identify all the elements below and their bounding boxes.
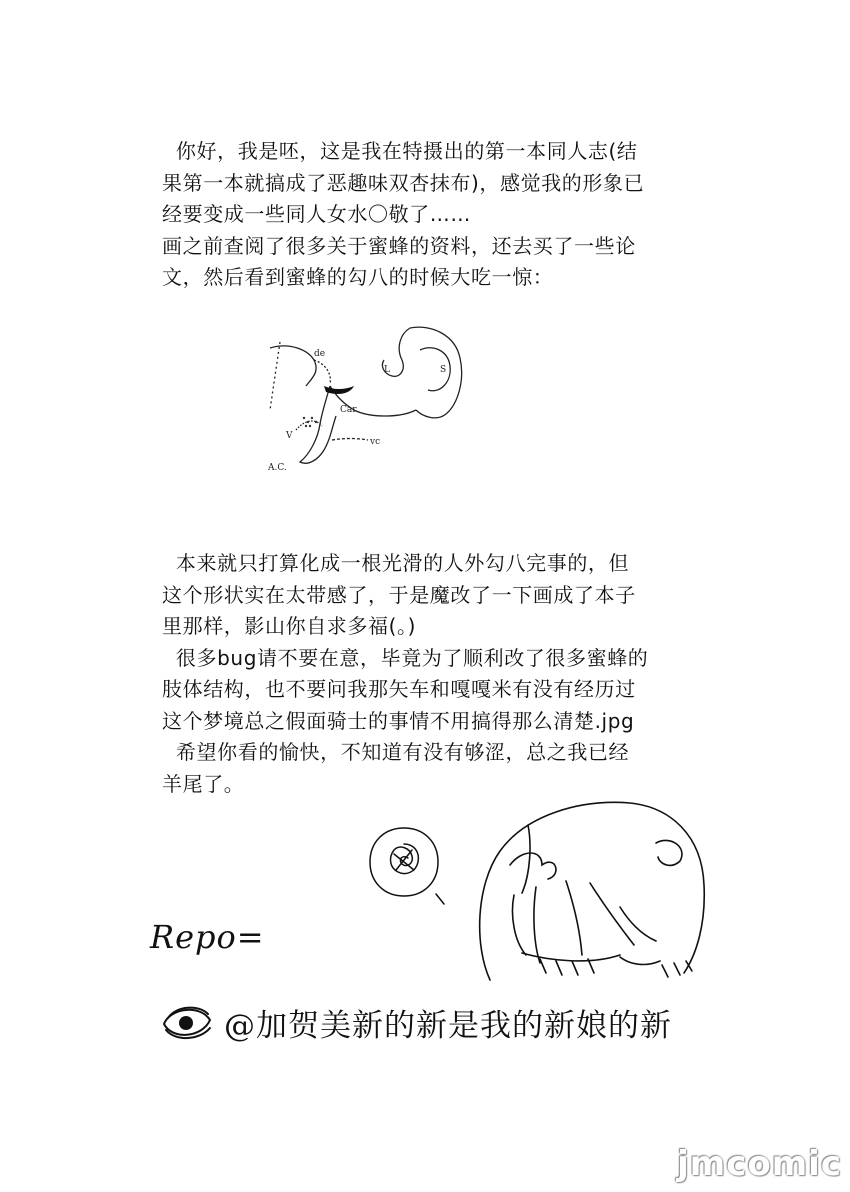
intro-paragraph: 你好，我是呸，这是我在特摄出的第一本同人志(结 果第一本就搞成了恶趣味双杏抹布)，感觉我的形象已 经要变成一些同人女水〇敬了…… 画之前查阅了很多关于蜜蜂的资料，还去买了一些论 文，然后看到蜜蜂的勾八的时候大吃一惊： [162,139,645,289]
spiral-face-doodle [358,820,448,920]
label-s: S [440,365,447,375]
label-de: de [314,349,326,359]
character-doodle [470,795,710,990]
watermark: jmcomic [677,1144,842,1184]
label-v: V [286,431,293,441]
repo-label: Repo= [150,918,265,956]
label-car: Car [340,405,357,415]
weibo-eye-icon [158,998,216,1046]
label-vc: vc [370,437,381,447]
weibo-handle: @加贺美新的新是我的新娘的新 [224,1008,672,1044]
body-paragraph: 本来就只打算化成一根光滑的人外勾八完事的，但 这个形状实在太带感了，于是魔改了一下画成了本子 里那样，影山你自求多福(。) 很多bug请不要在意，毕竟为了顺利改了很多蜜蜂的 肢体结构，也不要问我那矢车和嘎嘎米有没有经历过 这个梦境总之假面骑士的事情不用搞得那么清楚.jpg 希望你看的愉快，不知道有没有够涩，总之我已经 羊尾了。 [162,551,649,796]
label-ac: A.C. [268,463,287,473]
bee-anatomy-diagram [260,320,480,480]
label-l: L [384,365,390,375]
